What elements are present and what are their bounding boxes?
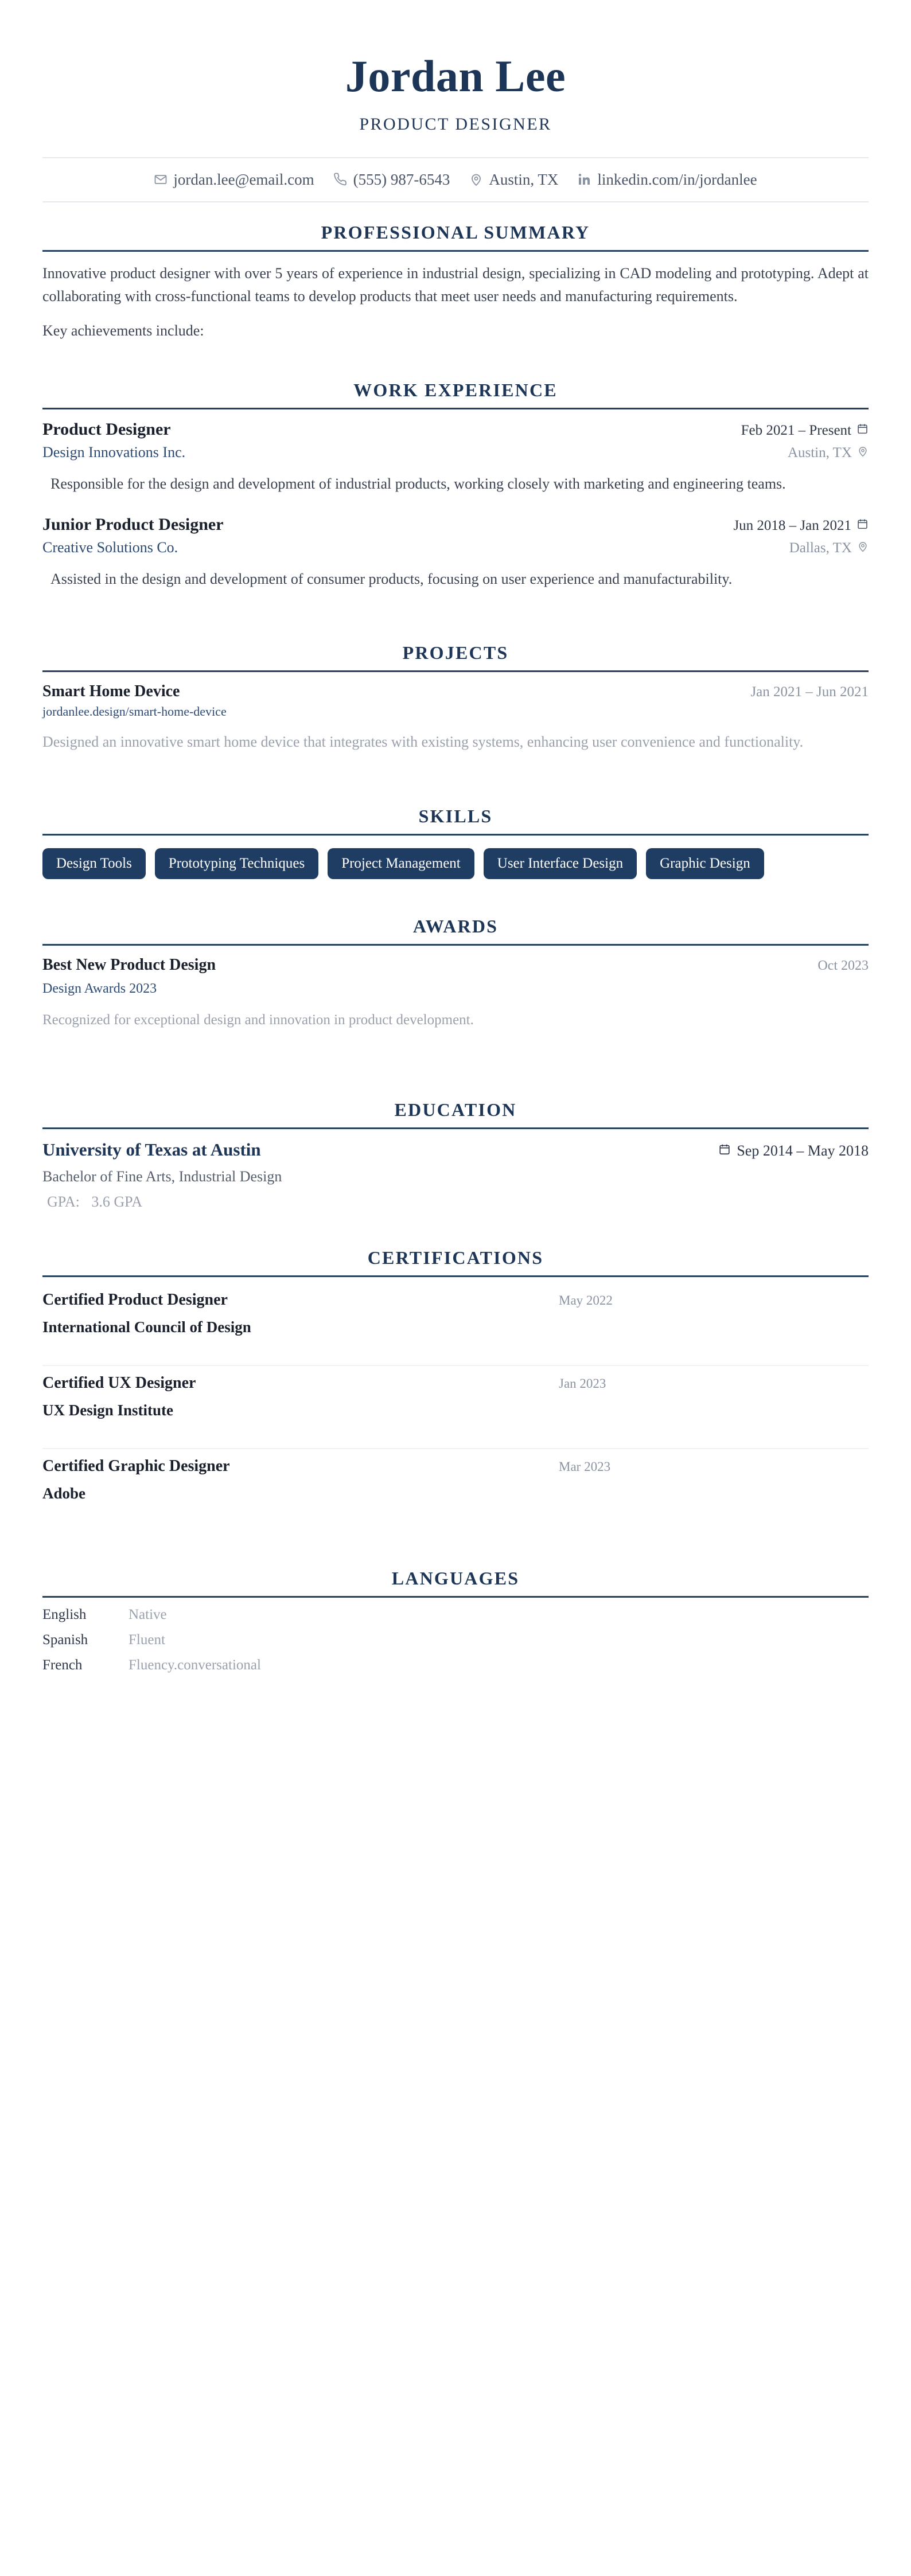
skill-tag: Graphic Design [646,848,764,879]
section-work-experience [42,380,869,591]
resume-header [42,0,869,134]
certification-date: Mar 2023 [559,1459,611,1474]
section-heading-skills: SKILLS [418,805,493,826]
location-pin-icon [469,173,483,186]
project-name: Smart Home Device [42,682,180,701]
language-name: Spanish [42,1632,88,1648]
certification-name: Certified UX Designer [42,1374,196,1392]
certification-entry [42,1283,869,1366]
section-certifications [42,1247,869,1531]
contact-phone-label: (555) 987-6543 [353,170,450,188]
job-title-subtitle: PRODUCT DESIGNER [359,114,552,134]
linkedin-icon [578,173,591,186]
skill-tag: User Interface Design [484,848,637,879]
language-level: Native [129,1607,167,1623]
language-level: Fluency.conversational [129,1657,261,1673]
work-location: Austin, TX [788,445,869,461]
award-description: Recognized for exceptional design and innovation in product development. [42,1012,474,1028]
award-date: Oct 2023 [817,958,869,973]
award-title: Best New Product Design [42,955,216,974]
section-heading-projects: PROJECTS [402,642,509,663]
contact-linkedin-label: linkedin.com/in/jordanlee [597,170,757,188]
work-entry [42,420,869,495]
section-heading-awards: AWARDS [412,915,499,936]
section-heading-summary: PROFESSIONAL SUMMARY [321,221,590,243]
work-company: Creative Solutions Co. [42,539,178,556]
education-degree: Bachelor of Fine Arts, Industrial Design [42,1168,282,1185]
section-languages [42,1568,869,1673]
project-entry [42,682,869,754]
section-skills [42,806,869,879]
language-row [42,1607,869,1623]
work-description: Responsible for the design and development of industrial products, working closely with marketing and engineering teams. [50,475,786,492]
certification-issuer: International Council of Design [42,1318,251,1336]
certification-entry [42,1449,869,1531]
calendar-icon [718,1142,731,1160]
contact-bar [42,157,869,202]
section-awards [42,916,869,1031]
page-title: Jordan Lee [345,51,566,101]
email-icon [154,173,168,186]
section-heading-education: EDUCATION [394,1099,517,1121]
education-date: Sep 2014 – May 2018 [718,1142,869,1160]
education-entry [42,1139,869,1211]
contact-location [469,171,558,189]
education-gpa-value: 3.6 GPA [91,1193,142,1211]
calendar-icon [857,518,869,534]
work-location: Dallas, TX [789,540,869,556]
language-name: English [42,1607,87,1623]
certification-name: Certified Graphic Designer [42,1457,230,1476]
skill-tag: Project Management [328,848,474,879]
section-education [42,1099,869,1211]
contact-location-label: Austin, TX [489,170,559,188]
contact-phone[interactable] [334,171,450,189]
location-pin-icon [857,540,869,556]
education-gpa [42,1193,869,1211]
work-date: Jun 2018 – Jan 2021 [733,518,869,534]
work-role: Product Designer [42,419,171,439]
section-heading-work: WORK EXPERIENCE [353,379,558,400]
certification-name: Certified Product Designer [42,1291,228,1309]
skill-tag: Design Tools [42,848,146,879]
work-company: Design Innovations Inc. [42,443,186,460]
section-heading-certifications: CERTIFICATIONS [367,1247,544,1269]
certification-issuer: Adobe [42,1485,86,1502]
education-school: University of Texas at Austin [42,1139,261,1160]
section-projects [42,642,869,754]
language-level: Fluent [129,1632,165,1648]
work-date: Feb 2021 – Present [741,423,869,439]
award-issuer: Design Awards 2023 [42,981,157,996]
work-entry [42,515,869,591]
calendar-icon [857,423,869,439]
language-name: French [42,1657,83,1673]
section-professional-summary [42,222,869,343]
summary-achievements-lead: Key achievements include: [42,322,204,339]
education-gpa-label: GPA: [47,1193,80,1211]
contact-email[interactable] [154,171,314,189]
skill-tag: Prototyping Techniques [155,848,318,879]
work-role: Junior Product Designer [42,515,224,534]
summary-paragraph: Innovative product designer with over 5 years of experience in industrial design, specializing in CAD modeling and prototyping. Adept at collaborating with cross-functional teams to develop products that meet user needs and manufacturing requirements. [42,264,869,305]
certification-date: May 2022 [559,1293,613,1308]
award-entry [42,956,869,1031]
skills-tag-list [42,836,869,879]
contact-email-label: jordan.lee@email.com [173,170,314,188]
certification-date: Jan 2023 [559,1376,606,1391]
language-row [42,1657,869,1673]
project-description: Designed an innovative smart home device that integrates with existing systems, enhancing user convenience and functionality. [42,733,804,751]
location-pin-icon [857,445,869,461]
work-description: Assisted in the design and development of consumer products, focusing on user experience and manufacturability. [50,571,733,588]
language-row [42,1632,869,1648]
language-list [42,1598,869,1673]
project-link[interactable]: jordanlee.design/smart-home-device [42,704,227,719]
contact-linkedin[interactable] [578,171,757,189]
phone-icon [334,173,348,186]
project-date: Jan 2021 – Jun 2021 [750,684,869,700]
certification-entry [42,1366,869,1449]
section-heading-languages: LANGUAGES [391,1568,520,1589]
certification-issuer: UX Design Institute [42,1402,174,1419]
